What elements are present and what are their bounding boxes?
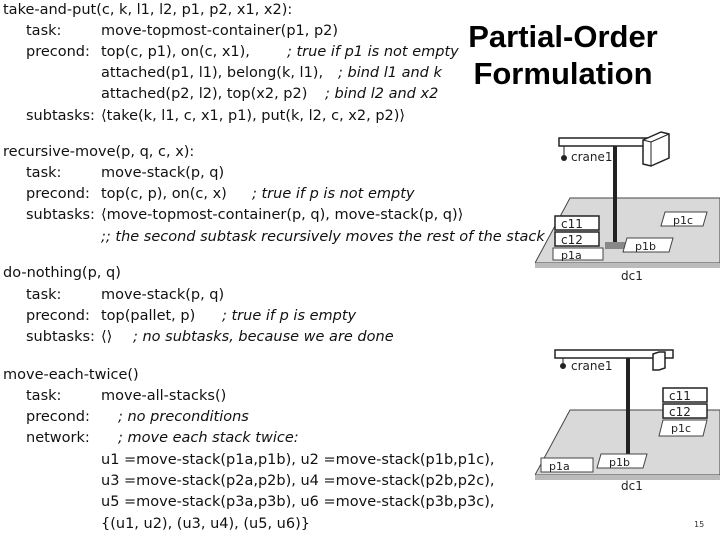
task-label: task:	[26, 23, 62, 39]
method1-task: move-topmost-container(p1, p2)	[101, 23, 339, 39]
container-c11-label: c11	[669, 389, 691, 403]
container-c11-label: c11	[561, 217, 583, 231]
dock-label: dc1	[621, 479, 643, 493]
slide-title: Partial-Order Formulation	[468, 19, 658, 91]
method-head-do-nothing: do-nothing(p, q)	[3, 265, 121, 281]
precond-label: precond:	[26, 308, 90, 324]
method1-comment1: ; true if p1 is not empty	[287, 44, 459, 60]
crane-hook-box	[643, 132, 669, 166]
pile-p1a-label: p1a	[549, 460, 570, 473]
crane-label: crane1	[571, 150, 613, 164]
method2-comment2: ;; the second subtask recursively moves the rest of the stack	[101, 229, 545, 245]
method3-subtasks: ⟨⟩	[101, 329, 113, 345]
method2-comment1: ; true if p is not empty	[252, 186, 415, 202]
task-label: task:	[26, 287, 62, 303]
method4-u5-u6: u5 =move-stack(p3a,p3b), u6 =move-stack(p3b,p3c),	[101, 494, 495, 510]
task-label: task:	[26, 388, 62, 404]
pile-p1a-label: p1a	[561, 249, 582, 262]
precond-label: precond:	[26, 44, 90, 60]
method1-comment3: ; bind l2 and x2	[325, 86, 439, 102]
method-head-move-each-twice: move-each-twice()	[3, 367, 139, 383]
method4-u1-u2: u1 =move-stack(p1a,p1b), u2 =move-stack(p1b,p1c),	[101, 452, 495, 468]
method1-precond1: top(c, p1), on(c, x1),	[101, 44, 250, 60]
container-c12-label: c12	[561, 233, 583, 247]
dock-edge	[535, 263, 720, 268]
method1-precond3: attached(p2, l2), top(x2, p2)	[101, 86, 308, 102]
method2-subtasks: ⟨move-topmost-container(p, q), move-stack(p, q)⟩	[101, 207, 464, 223]
precond-label: precond:	[26, 186, 90, 202]
method-head-take-and-put: take-and-put(c, k, l1, l2, p1, p2, x1, x2):	[3, 2, 293, 18]
precond-label: precond:	[26, 409, 90, 425]
method1-precond2: attached(p1, l1), belong(k, l1),	[101, 65, 324, 81]
method3-comment2: ; no subtasks, because we are done	[133, 329, 394, 345]
task-label: task:	[26, 165, 62, 181]
page-number: 15	[694, 520, 705, 529]
pile-p1b-label: p1b	[609, 456, 630, 469]
pile-p1c-label: p1c	[671, 422, 692, 435]
method4-ordering: {(u1, u2), (u3, u4), (u5, u6)}	[101, 516, 310, 532]
crane-label: crane1	[571, 359, 613, 373]
method1-comment2: ; bind l1 and k	[338, 65, 442, 81]
method4-precond: ; no preconditions	[118, 409, 249, 425]
method2-precond: top(c, p), on(c, x)	[101, 186, 227, 202]
method4-task: move-all-stacks()	[101, 388, 227, 404]
method-head-recursive-move: recursive-move(p, q, c, x):	[3, 144, 195, 160]
method4-network: ; move each stack twice:	[118, 430, 299, 446]
crane-hook-box	[653, 352, 665, 370]
method2-task: move-stack(p, q)	[101, 165, 225, 181]
method3-precond: top(pallet, p)	[101, 308, 196, 324]
network-label: network:	[26, 430, 90, 446]
pile-p1c-label: p1c	[673, 214, 694, 227]
pile-p1b-label: p1b	[635, 240, 656, 253]
crane-base	[605, 242, 625, 249]
method3-comment1: ; true if p is empty	[222, 308, 357, 324]
method1-subtasks: ⟨take(k, l1, c, x1, p1), put(k, l2, c, x2, p2)⟩	[101, 108, 406, 124]
method4-u3-u4: u3 =move-stack(p2a,p2b), u4 =move-stack(p2b,p2c),	[101, 473, 495, 489]
scene-bottom-diagram	[535, 340, 720, 500]
scene-top-diagram	[535, 128, 720, 288]
subtasks-label: subtasks:	[26, 207, 95, 223]
container-c12-label: c12	[669, 405, 691, 419]
dock-label: dc1	[621, 269, 643, 283]
method3-task: move-stack(p, q)	[101, 287, 225, 303]
subtasks-label: subtasks:	[26, 329, 95, 345]
subtasks-label: subtasks:	[26, 108, 95, 124]
